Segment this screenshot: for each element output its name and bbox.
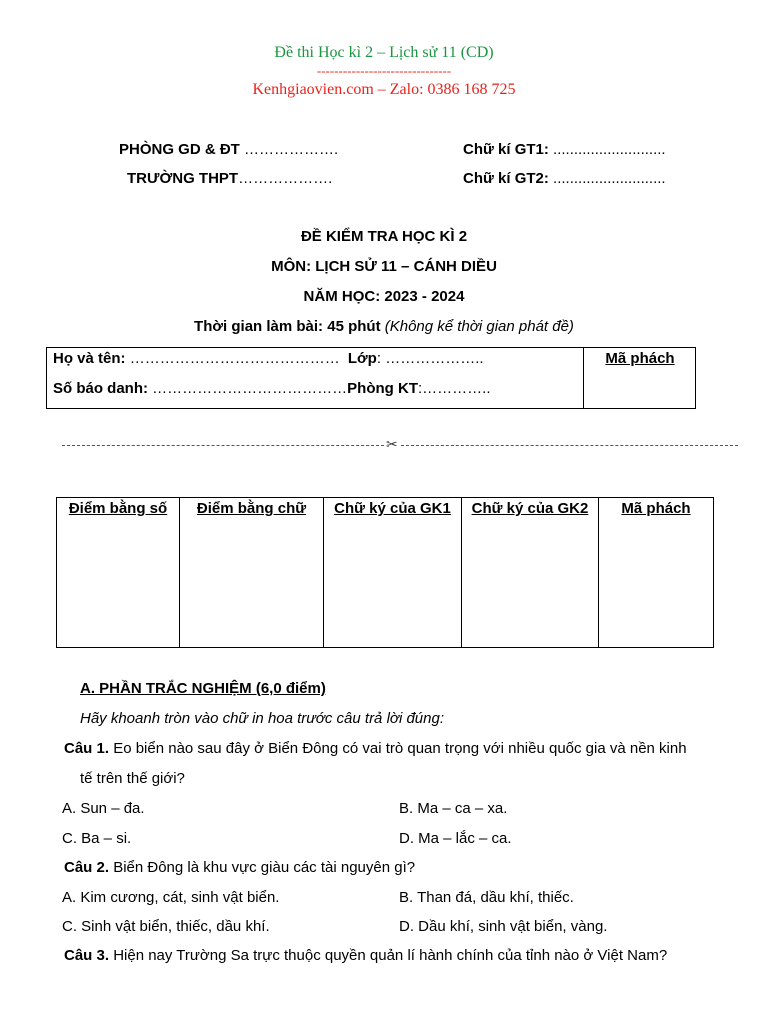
cut-line — [62, 445, 738, 446]
student-info-box — [46, 347, 696, 409]
score-words-cell[interactable]: Điểm bằng chữ — [180, 498, 324, 648]
option-2b[interactable]: B. Than đá, dầu khí, thiếc. — [399, 889, 574, 906]
gk1-signature-cell[interactable]: Chữ ký của GK1 — [324, 498, 462, 648]
gk2-signature-cell[interactable]: Chữ ký của GK2 — [462, 498, 599, 648]
question-text: Biển Đông là khu vực giàu các tài nguyên gì? — [113, 859, 416, 876]
sbd-line — [53, 380, 491, 397]
sig2-dots: ........................... — [553, 170, 666, 187]
sig1-label: Chữ kí GT1: — [463, 141, 549, 158]
sbd-label: Số báo danh: — [53, 380, 148, 397]
code-label: Mã phách — [605, 350, 675, 367]
exam-subject: MÔN: LỊCH SỬ 11 – CÁNH DIỀU — [271, 258, 497, 275]
question-1 — [64, 740, 754, 757]
question-3 — [64, 947, 667, 964]
option-2c[interactable]: C. Sinh vật biển, thiếc, dầu khí. — [62, 918, 270, 935]
exam-time — [0, 318, 768, 335]
question-label: Câu 3. — [64, 947, 110, 964]
sbd-field[interactable]: ………………………………… — [152, 380, 348, 397]
option-1a[interactable]: A. Sun – đa. — [62, 800, 145, 817]
title-divider: ------------------------------- — [316, 63, 452, 78]
sig1-dots: ........................... — [553, 141, 666, 158]
exam-year: NĂM HỌC: 2023 - 2024 — [303, 288, 465, 305]
question-1-cont: tế trên thế giới? — [80, 770, 185, 787]
name-line — [53, 350, 484, 367]
option-2a[interactable]: A. Kim cương, cát, sinh vật biển. — [62, 889, 280, 906]
scissors-icon: ✂ — [386, 436, 398, 452]
question-2 — [64, 859, 415, 876]
score-number-cell[interactable]: Điểm bằng số — [57, 498, 180, 648]
name-label: Họ và tên: — [53, 350, 126, 367]
school-line — [127, 170, 332, 187]
dept-line — [119, 141, 338, 158]
time-note: (Không kể thời gian phát đề) — [384, 318, 574, 335]
time-label: Thời gian làm bài: 45 phút — [194, 318, 381, 335]
sig2-line — [463, 170, 666, 187]
school-label: TRƯỜNG THPT — [127, 170, 239, 187]
question-label: Câu 1. — [64, 740, 110, 757]
option-1b[interactable]: B. Ma – ca – xa. — [399, 800, 508, 817]
class-label: Lớp — [347, 350, 377, 367]
school-dots: ………………. — [238, 170, 333, 187]
question-text: Hiện nay Trường Sa trực thuộc quyền quản lí hành chính của tỉnh nào ở Việt Nam? — [113, 947, 668, 964]
room-field[interactable]: :………….. — [418, 380, 491, 397]
class-field[interactable]: : ……………….. — [376, 350, 484, 367]
question-label: Câu 2. — [64, 859, 110, 876]
sig2-label: Chữ kí GT2: — [463, 170, 549, 187]
question-text: Eo biển nào sau đây ở Biển Đông có vai trò quan trọng với nhiều quốc gia và nền kinh — [113, 740, 687, 757]
option-1c[interactable]: C. Ba – si. — [62, 830, 132, 847]
dept-label: PHÒNG GD & ĐT — [119, 141, 240, 158]
option-2d[interactable]: D. Dầu khí, sinh vật biển, vàng. — [399, 918, 608, 935]
exam-heading: ĐỀ KIỂM TRA HỌC KÌ 2 — [300, 228, 468, 245]
room-label: Phòng KT — [347, 380, 418, 397]
name-field[interactable]: …………………………………… — [129, 350, 340, 367]
doc-title: Đề thi Học kì 2 – Lịch sử 11 (CD) — [274, 44, 494, 61]
contact-link[interactable]: Kenhgiaovien.com – Zalo: 0386 168 725 — [252, 81, 516, 98]
code-cell[interactable]: Mã phách — [599, 498, 714, 648]
score-table — [56, 497, 714, 648]
table-row — [57, 498, 714, 648]
section-a-instruction: Hãy khoanh tròn vào chữ in hoa trước câu trả lời đúng: — [80, 710, 445, 727]
sig1-line — [463, 141, 666, 158]
option-1d[interactable]: D. Ma – lắc – ca. — [399, 830, 512, 847]
section-a-title: A. PHẦN TRẮC NGHIỆM (6,0 điểm) — [80, 680, 326, 697]
dept-dots: ………………. — [244, 141, 339, 158]
